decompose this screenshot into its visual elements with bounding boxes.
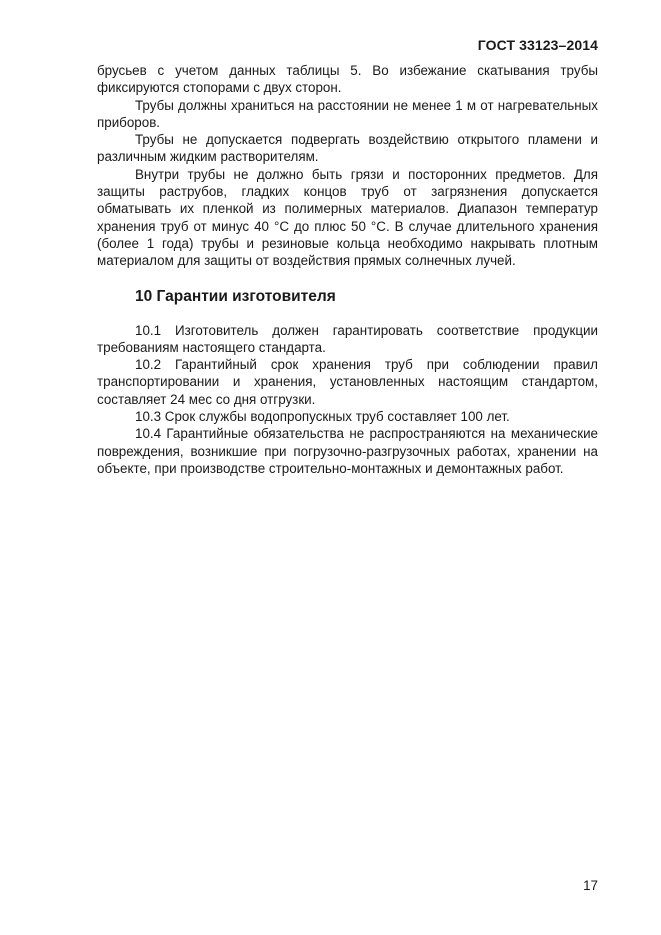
paragraph-10-1: 10.1 Изготовитель должен гарантировать соответствие продукции требованиям настоящего стандарта. xyxy=(97,322,598,355)
paragraph-storage-continuation: брусьев с учетом данных таблицы 5. Во избежание скатывания трубы фиксируются стопорами с двух сторон. xyxy=(97,63,598,96)
paragraph-10-4: 10.4 Гарантийные обязательства не распространяются на механические повреждения, возникшие при погрузочно-разгрузочных работах, хранении на объекте, при производстве строительно-монтажных и демонтажных работ. xyxy=(97,426,598,476)
section-title-warranty: 10 Гарантии изготовителя xyxy=(135,287,336,305)
paragraph-10-2: 10.2 Гарантийный срок хранения труб при соблюдении правил транспортировании и хранения, установленных настоящим стандартом, составляет 24 мес со дня отгрузки. xyxy=(97,357,598,407)
paragraph-heating-distance: Трубы должны храниться на расстоянии не менее 1 м от нагревательных приборов. xyxy=(97,97,598,130)
page-number: 17 xyxy=(583,878,598,893)
paragraph-cleanliness-protection: Внутри трубы не должно быть грязи и посторонних предметов. Для защиты раструбов, гладких концов труб от загрязнения допускается обматывать их пленкой из полимерных материалов. Диапазон температур хранения труб от минус 40 °С до плюс 50 °С. В случае длительного хранения (более 1 года) трубы и резиновые кольца необходимо накрывать плотным материалом для защиты от воздействия прямых солнечных лучей. xyxy=(97,166,598,269)
document-code-header: ГОСТ 33123–2014 xyxy=(477,37,598,53)
document-body xyxy=(97,62,598,477)
paragraph-10-3: 10.3 Срок службы водопропускных труб составляет 100 лет. xyxy=(135,409,510,425)
paragraph-flame-solvents: Трубы не допускается подвергать воздействию открытого пламени и различным жидким растворителям. xyxy=(97,132,598,165)
